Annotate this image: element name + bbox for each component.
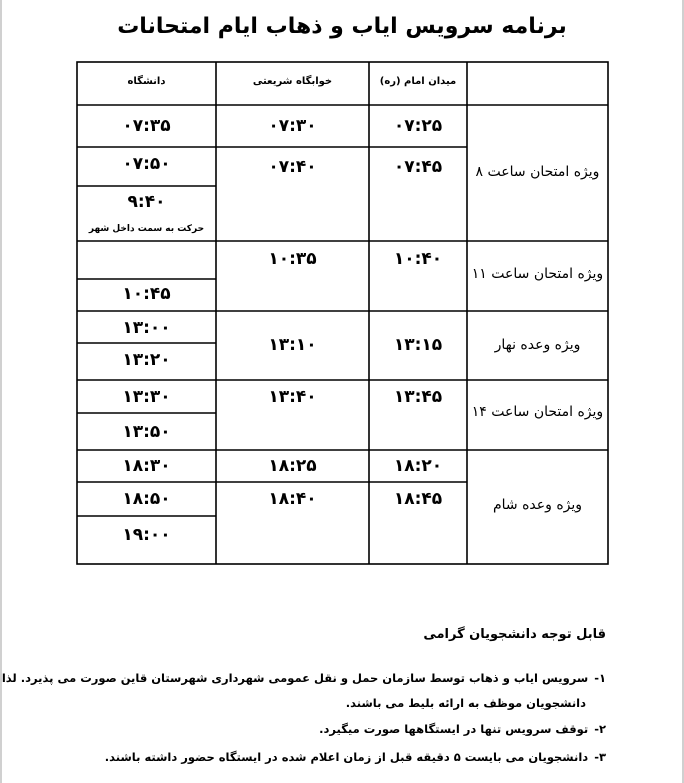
header-square: میدان امام (ره) [379,76,457,87]
time-cell: ۱۳:۴۰ [268,387,317,407]
time-cell: ۰۷:۳۰ [268,116,317,136]
time-cell: ۱۰:۳۵ [268,249,317,269]
time-cell: ۱۸:۲۰ [393,456,443,476]
time-cell: ۱۰:۴۰ [393,249,443,269]
row-label-exam-8: ویژه امتحان ساعت ۸ [475,164,600,180]
header-dorm: خوابگاه شریعتی [252,76,333,87]
time-cell: ۱۸:۴۰ [268,489,317,509]
note-2 [319,722,606,736]
time-cell: ۰۷:۳۵ [122,116,171,136]
note-1-continued: دانشجویان موظف به ارائه بلیط می باشند. [345,696,586,710]
note-number: ۲- [594,722,606,736]
header-university: دانشگاه [127,76,166,87]
note-text: توقف سرویس تنها در ایستگاهها صورت میگیرد. [319,722,589,736]
time-cell: ۰۷:۵۰ [122,154,171,174]
time-cell: ۱۳:۳۰ [122,387,171,407]
time-cell: ۱۳:۱۵ [393,335,443,355]
note-3 [105,750,606,764]
notes-heading: قابل توجه دانشجویان گرامی [423,627,606,642]
note-number: ۳- [594,750,606,764]
time-cell: ۱۸:۵۰ [122,489,171,509]
time-cell: ۰۷:۲۵ [393,116,443,136]
note-number: ۱- [594,671,606,685]
row-label-exam-14: ویژه امتحان ساعت ۱۴ [471,404,604,420]
row-label-exam-11: ویژه امتحان ساعت ۱۱ [471,266,604,282]
time-cell: ۱۳:۵۰ [122,422,171,442]
time-cell: ۱۸:۳۰ [122,456,171,476]
time-cell: ۱۳:۴۵ [393,387,443,407]
page-title: برنامه سرویس ایاب و ذهاب ایام امتحانات [117,14,567,39]
time-cell: ۱۳:۰۰ [122,318,171,338]
time-cell: ۱۳:۱۰ [268,335,317,355]
time-cell: ۱۹:۰۰ [122,525,171,545]
time-cell: ۹:۴۰ [127,192,166,212]
time-cell: ۱۸:۲۵ [268,456,317,476]
departure-note: حرکت به سمت داخل شهر [88,224,205,234]
note-text: دانشجویان می بایست ۵ دقیقه قبل از زمان اعلام شده در ایستگاه حضور داشته باشند. [104,750,589,764]
time-cell: ۱۳:۲۰ [122,350,171,370]
time-cell: ۱۸:۴۵ [393,489,443,509]
time-cell: ۱۰:۴۵ [122,284,171,304]
note-text: سرویس ایاب و ذهاب توسط سازمان حمل و نقل عمومی شهرداری شهرستان قاین صورت می پذیرد. لذا [1,671,589,685]
time-cell: ۰۷:۴۰ [268,157,317,177]
note-1 [2,671,606,685]
time-cell: ۰۷:۴۵ [393,157,443,177]
row-label-lunch: ویژه وعده نهار [494,337,581,353]
row-label-dinner: ویژه وعده شام [492,497,583,513]
